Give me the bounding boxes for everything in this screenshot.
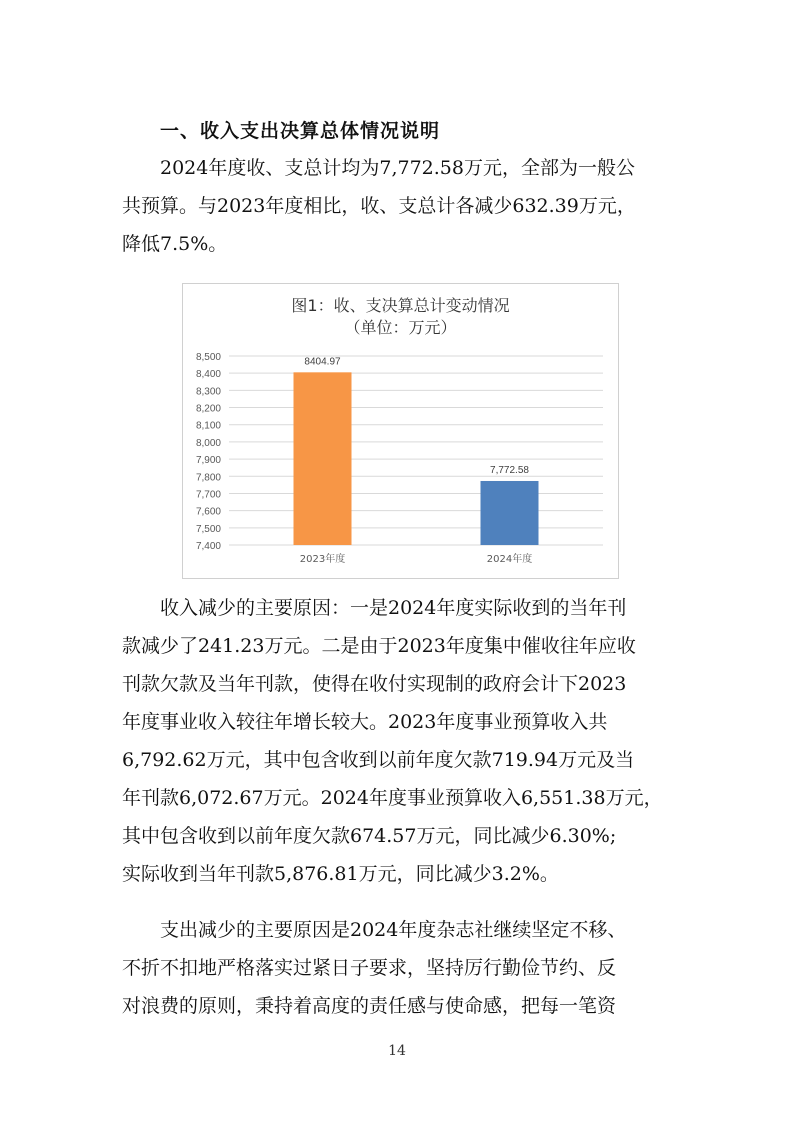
text-line: 支出减少的主要原因是2024年度杂志社继续坚定不移、 [160,919,627,941]
text-line: 收入减少的主要原因：一是2024年度实际收到的当年刊 [160,597,627,619]
y-tick-label: 7,500 [195,523,221,535]
x-tick-label: 2024年度 [486,554,533,565]
y-tick-label: 8,400 [195,369,221,381]
y-tick-label: 8,000 [195,437,221,449]
y-tick-label: 7,600 [195,506,221,518]
paragraph-income-reasons [122,589,678,893]
y-tick-label: 7,400 [195,541,221,552]
y-tick-label: 8,100 [195,420,221,432]
data-label: 7,772.58 [490,464,529,476]
chart-subtitle: （单位：万元） [344,318,457,337]
paragraph-summary [122,149,678,263]
paragraph-expense-reasons [122,911,678,1025]
chart-title: 图1：收、支决算总计变动情况 [291,296,510,315]
chart-plot-area [183,284,618,578]
bar [294,372,352,545]
text-line: 其中包含收到以前年度欠款674.57万元，同比减少6.30%; [122,825,617,847]
text-line: 对浪费的原则，秉持着高度的责任感与使命感，把每一笔资 [122,995,617,1017]
text-line: 不折不扣地严格落实过紧日子要求，坚持厉行勤俭节约、反 [122,957,617,979]
y-tick-label: 7,800 [195,472,221,484]
text-line: 降低7.5%。 [122,233,228,255]
text-line: 2024年度收、支总计均为7,772.58万元，全部为一般公 [160,157,635,179]
y-tick-label: 8,200 [195,403,221,415]
bar [481,481,539,545]
bar-chart [182,283,619,579]
y-tick-label: 8,500 [195,352,221,363]
text-line: 6,792.62万元，其中包含收到以前年度欠款719.94万元及当 [122,749,635,771]
section-heading: 一、收入支出决算总体情况说明 [160,120,441,142]
text-line: 年度事业收入较往年增长较大。2023年度事业预算收入共 [122,711,608,733]
y-tick-label: 8,300 [195,386,221,398]
text-line: 实际收到当年刊款5,876.81万元，同比减少3.2%。 [122,863,559,885]
data-label: 8404.97 [304,356,341,368]
y-tick-label: 7,700 [195,489,221,501]
y-tick-label: 7,900 [195,455,221,467]
x-tick-label: 2023年度 [299,554,346,565]
text-line: 刊款欠款及当年刊款，使得在收付实现制的政府会计下2023 [122,673,627,695]
text-line: 年刊款6,072.67万元。2024年度事业预算收入6,551.38万元， [122,787,663,809]
text-line: 共预算。与2023年度相比，收、支总计各减少632.39万元， [122,195,636,217]
text-line: 款减少了241.23万元。二是由于2023年度集中催收往年应收 [122,635,636,657]
page-number: 14 [388,1043,406,1059]
